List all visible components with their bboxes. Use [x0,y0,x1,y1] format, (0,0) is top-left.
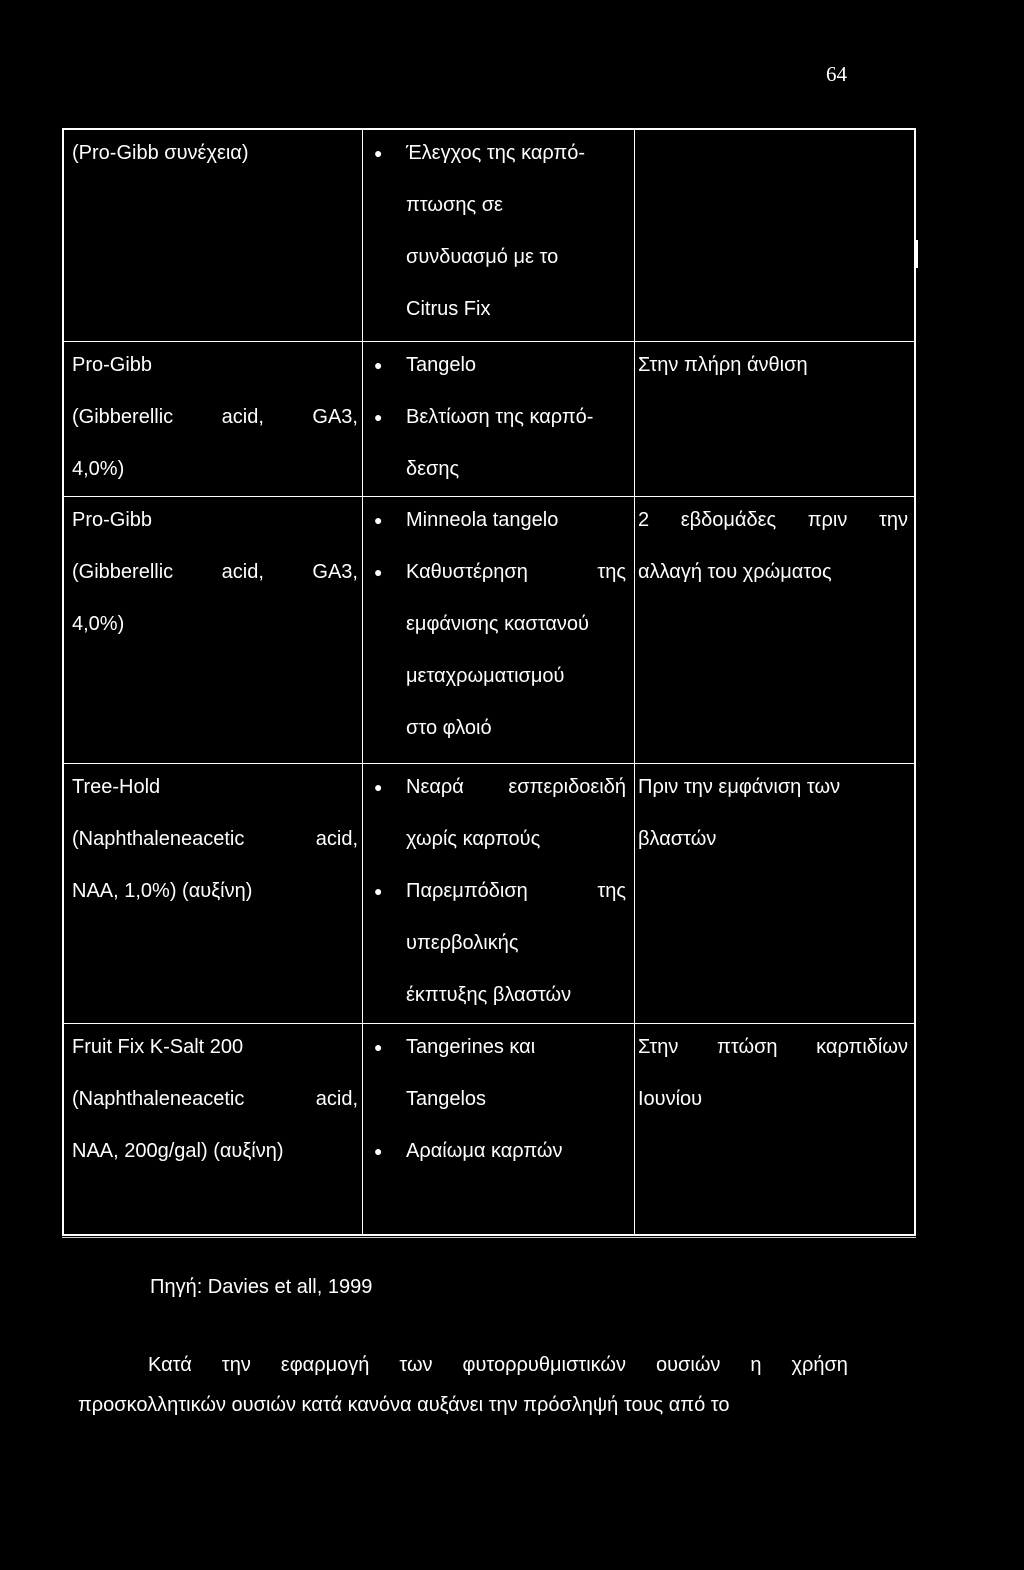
cell-word: Καθυστέρηση [406,561,528,583]
cell-word: Παρεμπόδιση [406,880,528,902]
cell-text: Tree-Hold [72,776,161,798]
cell-line [374,138,626,190]
bullet-icon: ● [374,409,383,425]
cell-line [72,138,358,190]
cell-line [374,505,626,557]
paragraph-line-1 [148,1354,848,1377]
cell-word: εσπεριδοειδή [508,776,626,798]
cell-text: Έλεγχος της καρπό- [406,142,586,164]
cell-text: βλαστών [638,828,717,850]
cell-word: 2 [638,509,650,531]
cell-line [72,609,358,661]
cell-line [374,928,626,980]
paragraph-word: η [750,1354,762,1376]
table-bottom-rule [62,1237,916,1238]
cell-line [638,350,908,402]
table-cell-col-1 [72,772,358,928]
bullet-icon: ● [374,1039,383,1055]
cell-word: acid, [315,1088,358,1110]
paragraph-line-2: προσκολλητικών ουσιών κατά κανόνα αυξάνει την πρόσληψή τους από το [78,1394,730,1416]
cell-text: υπερβολικής [406,932,519,954]
cell-line [374,1084,626,1136]
cell-word: Στην [638,1036,679,1058]
cell-text: (Pro-Gibb συνέχεια) [72,142,249,164]
cell-text: Minneola tangelo [406,509,559,531]
cell-text: εμφάνισης καστανού [406,613,589,635]
cell-text: Pro-Gibb [72,509,153,531]
paragraph-word: εφαρμογή [280,1354,370,1376]
table-cell-col-1 [72,350,358,506]
cell-text: αλλαγή του χρώματος [638,561,832,583]
paragraph-word: Κατά [148,1354,192,1376]
column-divider [362,764,363,1023]
cell-line [72,824,358,876]
cell-text: 4,0%) [72,613,125,635]
cell-line [72,772,358,824]
cell-line [72,1084,358,1136]
column-divider [362,342,363,496]
cell-text: Tangelos [406,1088,487,1110]
cell-line [374,824,626,876]
cell-line [72,402,358,454]
column-divider [634,130,635,341]
cell-line [374,661,626,713]
cell-word: την [878,509,908,531]
cell-word: Νεαρά [406,776,464,798]
cell-line [374,242,626,294]
cell-line [72,876,358,928]
cell-line [72,1136,358,1188]
table-cell-col-2 [374,772,626,1032]
cell-text: χωρίς καρπούς [406,828,541,850]
column-divider [634,1024,635,1236]
table-row [64,496,914,763]
cell-line [374,557,626,609]
column-divider [634,764,635,1023]
cell-text: Αραίωμα καρπών [406,1140,563,1162]
cell-word: πριν [807,509,848,531]
cell-line [638,772,908,824]
cell-line [374,190,626,242]
bullet-icon: ● [374,357,383,373]
cell-line [374,1032,626,1084]
cell-text: συνδυασμό με το [406,246,559,268]
table-cell-col-1 [72,138,358,190]
cell-line [374,609,626,661]
cell-line [72,505,358,557]
cell-text: Βελτίωση της καρπό- [406,406,594,428]
cell-text: Tangerines και [406,1036,536,1058]
scan-edge-mark [914,240,918,268]
cell-text: Fruit Fix K-Salt 200 [72,1036,244,1058]
cell-text: Στην πλήρη άνθιση [638,354,808,376]
column-divider [362,1024,363,1236]
cell-line [638,557,908,609]
cell-line [374,876,626,928]
plant-growth-regulator-table [62,128,916,1236]
cell-text: πτωσης σε [406,194,503,216]
table-cell-col-3 [638,505,908,609]
bullet-icon: ● [374,145,383,161]
bullet-icon: ● [374,1143,383,1159]
bullet-icon: ● [374,564,383,580]
cell-line [638,1084,908,1136]
paragraph-word: την [221,1354,251,1376]
cell-text: μεταχρωματισμού [406,665,565,687]
table-cell-col-3 [638,772,908,876]
table-cell-col-1 [72,505,358,661]
cell-text: 4,0%) [72,458,125,480]
cell-line [638,824,908,876]
cell-text: NAA, 1,0%) (αυξίνη) [72,880,253,902]
paragraph-word: φυτορρυθμιστικών [462,1354,627,1376]
table-row [64,130,914,341]
bullet-icon: ● [374,512,383,528]
column-divider [634,342,635,496]
cell-word: GA3, [312,561,358,583]
table-row [64,763,914,1023]
paragraph-word: των [399,1354,433,1376]
cell-word: (Gibberellic [72,561,174,583]
cell-word: acid, [221,561,264,583]
cell-text: Ιουνίου [638,1088,703,1110]
cell-line [638,505,908,557]
cell-word: (Naphthaleneacetic [72,828,245,850]
cell-word: (Gibberellic [72,406,174,428]
cell-line [72,350,358,402]
table-cell-col-2 [374,350,626,506]
cell-line [374,294,626,346]
cell-word: πτώση [717,1036,778,1058]
table-row [64,1023,914,1236]
cell-line [374,402,626,454]
cell-word: καρπιδίων [816,1036,908,1058]
cell-word: εβδομάδες [680,509,777,531]
cell-text: Pro-Gibb [72,354,153,376]
table-cell-col-2 [374,138,626,346]
column-divider [362,130,363,341]
table-cell-col-1 [72,1032,358,1188]
paragraph-word: χρήση [791,1354,848,1376]
cell-text: Tangelo [406,354,477,376]
cell-line [374,350,626,402]
table-cell-col-2 [374,505,626,765]
cell-word: acid, [221,406,264,428]
page-number: 64 [826,62,847,86]
cell-word: της [597,561,626,583]
cell-text: NAA, 200g/gal) (αυξίνη) [72,1140,284,1162]
cell-text: δεσης [406,458,460,480]
cell-line [72,1032,358,1084]
bullet-icon: ● [374,883,383,899]
cell-line [374,772,626,824]
table-cell-col-2 [374,1032,626,1188]
cell-word: acid, [315,828,358,850]
cell-line [638,1032,908,1084]
bullet-icon: ● [374,779,383,795]
cell-word: GA3, [312,406,358,428]
cell-text: έκπτυξης βλαστών [406,984,572,1006]
source-citation: Πηγή: Davies et all, 1999 [150,1276,373,1298]
cell-text: Πριν την εμφάνιση των [638,776,841,798]
cell-line [374,1136,626,1188]
cell-text: Citrus Fix [406,298,491,320]
column-divider [362,497,363,763]
table-cell-col-3 [638,350,908,402]
table-row [64,341,914,496]
cell-text: στο φλοιό [406,717,492,739]
table-cell-col-3 [638,1032,908,1136]
column-divider [634,497,635,763]
cell-line [72,557,358,609]
cell-word: (Naphthaleneacetic [72,1088,245,1110]
cell-word: της [597,880,626,902]
paragraph-word: ουσιών [655,1354,721,1376]
cell-line [374,713,626,765]
